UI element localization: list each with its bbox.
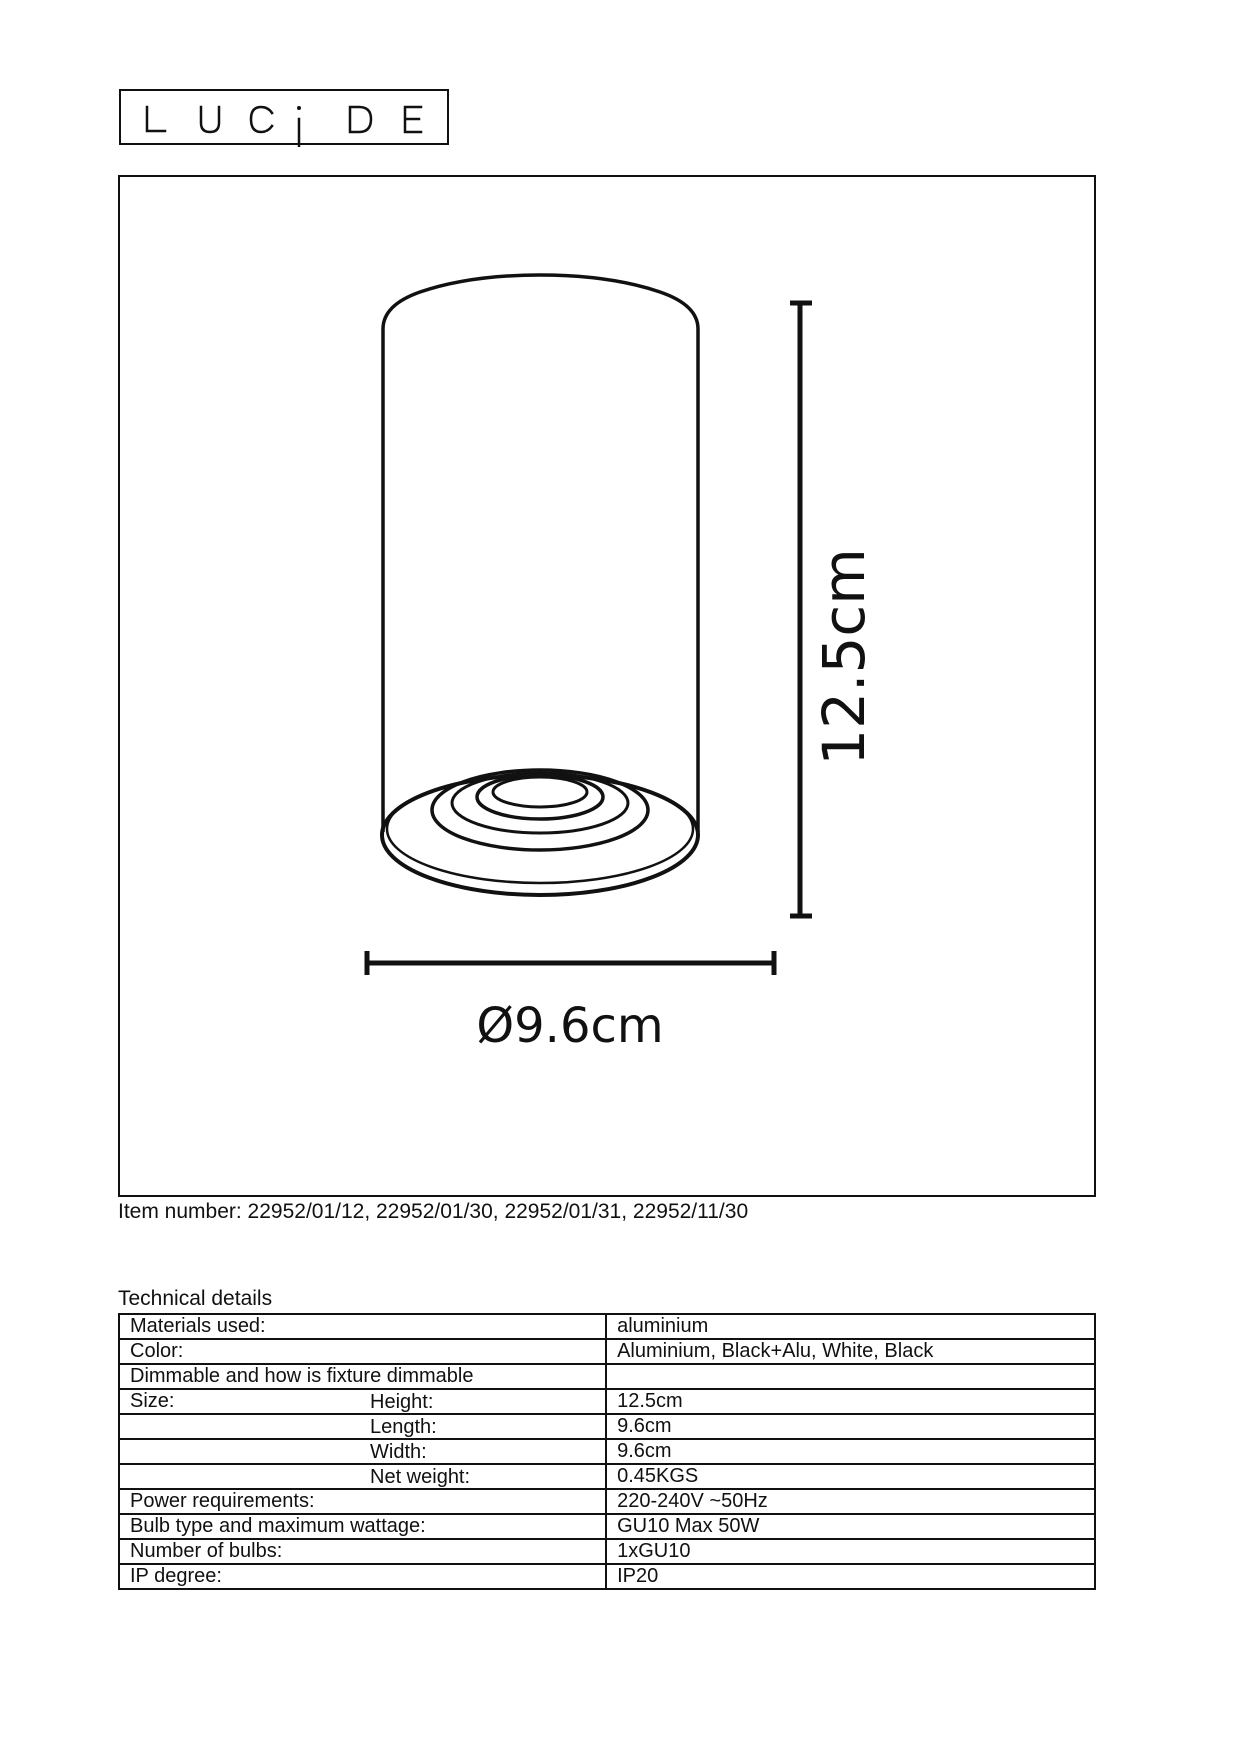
spec-sub-label: Length: xyxy=(370,1416,437,1438)
cylinder-bottom-rim xyxy=(387,775,693,883)
spec-label-cell xyxy=(119,1439,606,1464)
spec-value: IP20 xyxy=(606,1564,1095,1589)
table-row xyxy=(119,1564,1095,1589)
spec-sub-label: Net weight: xyxy=(370,1466,471,1488)
spec-label-cell xyxy=(119,1564,606,1589)
table-row xyxy=(119,1364,1095,1389)
technical-details-table xyxy=(118,1313,1096,1590)
spec-label-cell xyxy=(119,1514,606,1539)
spec-value: 1xGU10 xyxy=(606,1539,1095,1564)
spec-label-cell xyxy=(119,1489,606,1514)
spec-value: aluminium xyxy=(606,1314,1095,1339)
spec-label-cell xyxy=(119,1364,606,1389)
spec-value: 220-240V ~50Hz xyxy=(606,1489,1095,1514)
spec-value: Aluminium, Black+Alu, White, Black xyxy=(606,1339,1095,1364)
spec-label: Color: xyxy=(130,1340,184,1362)
spec-sub-label: Width: xyxy=(370,1441,427,1463)
spec-label: Bulb type and maximum wattage: xyxy=(130,1515,426,1537)
spec-label: Dimmable and how is fixture dimmable xyxy=(130,1365,474,1387)
product-drawing xyxy=(120,177,1098,1199)
spec-label-cell xyxy=(119,1389,606,1414)
technical-details-title: Technical details xyxy=(118,1287,273,1310)
diameter-label: Ø9.6cm xyxy=(476,998,664,1054)
product-drawing-frame xyxy=(118,175,1096,1197)
height-dimension-line xyxy=(790,303,812,916)
spec-sub-label: Height: xyxy=(370,1391,434,1413)
table-row xyxy=(119,1464,1095,1489)
spec-label-cell xyxy=(119,1539,606,1564)
bezel-ring-outer xyxy=(432,770,648,850)
spec-label-cell xyxy=(119,1339,606,1364)
spec-value: GU10 Max 50W xyxy=(606,1514,1095,1539)
table-row xyxy=(119,1539,1095,1564)
brand-logo-mark xyxy=(121,91,451,147)
diameter-dimension-line xyxy=(367,951,774,975)
spec-value: 12.5cm xyxy=(606,1389,1095,1414)
spec-label: IP degree: xyxy=(130,1565,222,1587)
lamp-opening xyxy=(493,777,587,807)
spec-label: Size: xyxy=(130,1390,175,1412)
table-row xyxy=(119,1514,1095,1539)
spec-label-cell xyxy=(119,1414,606,1439)
table-row xyxy=(119,1389,1095,1414)
table-row xyxy=(119,1339,1095,1364)
spec-label: Number of bulbs: xyxy=(130,1540,283,1562)
spec-label-cell xyxy=(119,1464,606,1489)
item-number-line: Item number: 22952/01/12, 22952/01/30, 22952/01/31, 22952/11/30 xyxy=(118,1200,749,1223)
table-row xyxy=(119,1489,1095,1514)
table-row xyxy=(119,1414,1095,1439)
spec-label-cell xyxy=(119,1314,606,1339)
spec-value: 9.6cm xyxy=(606,1414,1095,1439)
spec-value: 9.6cm xyxy=(606,1439,1095,1464)
table-row xyxy=(119,1439,1095,1464)
spec-label: Power requirements: xyxy=(130,1490,315,1512)
cylinder-outline xyxy=(383,275,698,832)
height-label: 12.5cm xyxy=(810,548,878,766)
brand-logo xyxy=(119,89,449,145)
spec-value xyxy=(606,1364,1095,1389)
spec-value: 0.45KGS xyxy=(606,1464,1095,1489)
table-row xyxy=(119,1314,1095,1339)
spec-label: Materials used: xyxy=(130,1315,266,1337)
